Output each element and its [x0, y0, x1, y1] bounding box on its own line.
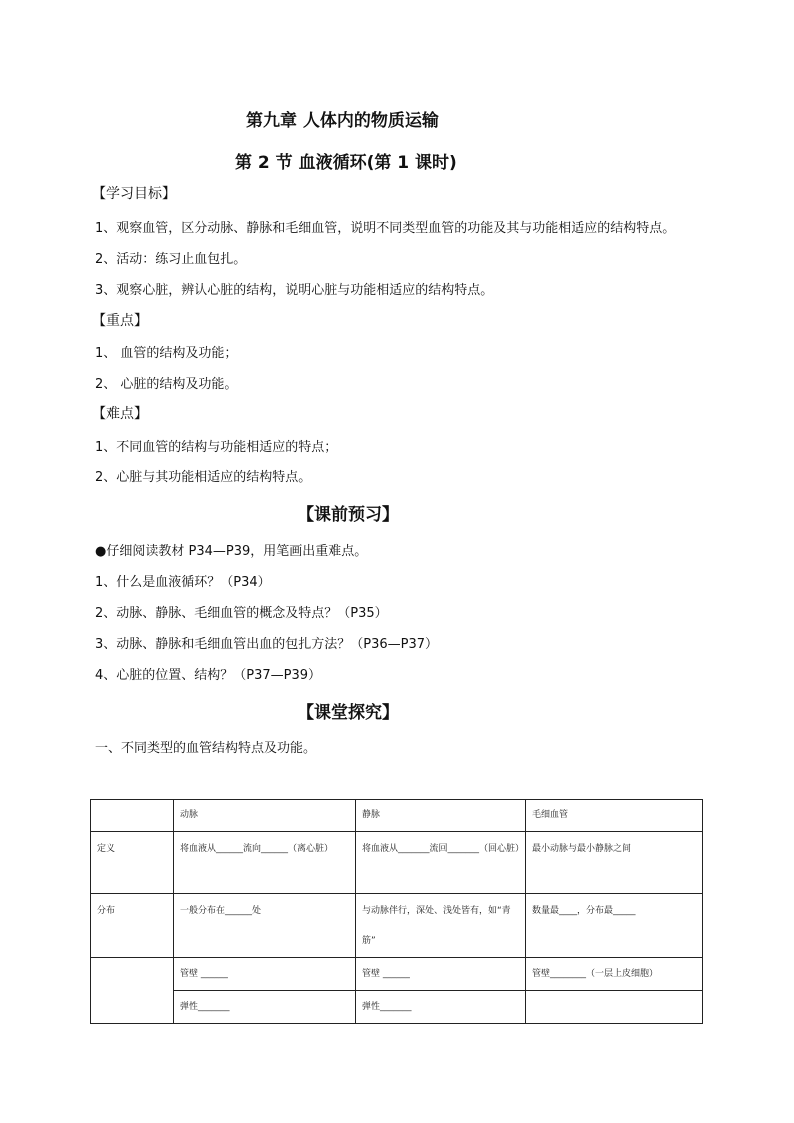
- row-label: 分布: [91, 894, 174, 958]
- table-cell: 将血液从______流向______（离心脏）: [174, 832, 356, 894]
- table-header-row: [91, 800, 703, 832]
- preview-heading: 【课前预习】: [297, 505, 399, 525]
- table-cell: 管壁 ______: [356, 958, 526, 991]
- table-header-cell: 静脉: [356, 800, 526, 832]
- table-cell: 管壁 ______: [174, 958, 356, 991]
- preview-item: 3、动脉、静脉和毛细血管出血的包扎方法？（P36—P37）: [95, 637, 439, 652]
- table-header-cell: 毛细血管: [526, 800, 703, 832]
- table-header-cell: 动脉: [174, 800, 356, 832]
- difficult-point-item: 1、不同血管的结构与功能相适应的特点；: [95, 440, 338, 455]
- key-point-item: 2、 心脏的结构及功能。: [95, 377, 238, 392]
- table-cell: 将血液从_______流回_______（回心脏）: [356, 832, 526, 894]
- explore-subheading: 一、不同类型的血管结构特点及功能。: [95, 741, 317, 756]
- table-cell: [526, 991, 703, 1024]
- preview-item: 4、心脏的位置、结构？（P37—P39）: [95, 668, 322, 683]
- objective-item: 2、活动：练习止血包扎。: [95, 252, 247, 267]
- preview-item: ●仔细阅读教材 P34—P39，用笔画出重难点。: [95, 544, 368, 559]
- difficult-point-item: 2、心脏与其功能相适应的结构特点。: [95, 470, 312, 485]
- objectives-heading: 【学习目标】: [92, 186, 176, 202]
- table-cell: 最小动脉与最小静脉之间: [526, 832, 703, 894]
- chapter-title: 第九章 人体内的物质运输: [246, 111, 439, 131]
- objective-item: 1、观察血管，区分动脉、静脉和毛细血管，说明不同类型血管的功能及其与功能相适应的结构特点。: [95, 221, 676, 236]
- table-cell: 弹性_______: [174, 991, 356, 1024]
- vessel-comparison-table: [90, 799, 703, 1024]
- table-cell: 与动脉伴行，深处、浅处皆有，如“青筋”: [356, 894, 526, 958]
- table-cell: 一般分布在______处: [174, 894, 356, 958]
- table-row: [91, 832, 703, 894]
- objective-item: 3、观察心脏，辨认心脏的结构，说明心脏与功能相适应的结构特点。: [95, 283, 494, 298]
- explore-heading: 【课堂探究】: [297, 703, 399, 723]
- table-cell: 数量最____，分布最_____: [526, 894, 703, 958]
- preview-item: 1、什么是血液循环？（P34）: [95, 575, 271, 590]
- difficult-points-heading: 【难点】: [92, 406, 148, 422]
- key-point-item: 1、 血管的结构及功能；: [95, 346, 238, 361]
- row-label: [91, 958, 174, 1024]
- preview-item: 2、动脉、静脉、毛细血管的概念及特点？（P35）: [95, 606, 388, 621]
- table-row: [91, 894, 703, 958]
- table-row-elasticity: [91, 991, 703, 1024]
- table-cell: 弹性_______: [356, 991, 526, 1024]
- row-label: 定义: [91, 832, 174, 894]
- section-title: 第 2 节 血液循环(第 1 课时): [235, 153, 457, 173]
- key-points-heading: 【重点】: [92, 313, 148, 329]
- table-header-cell: [91, 800, 174, 832]
- table-cell: 管壁________（一层上皮细胞）: [526, 958, 703, 991]
- table-row-wall: [91, 958, 703, 991]
